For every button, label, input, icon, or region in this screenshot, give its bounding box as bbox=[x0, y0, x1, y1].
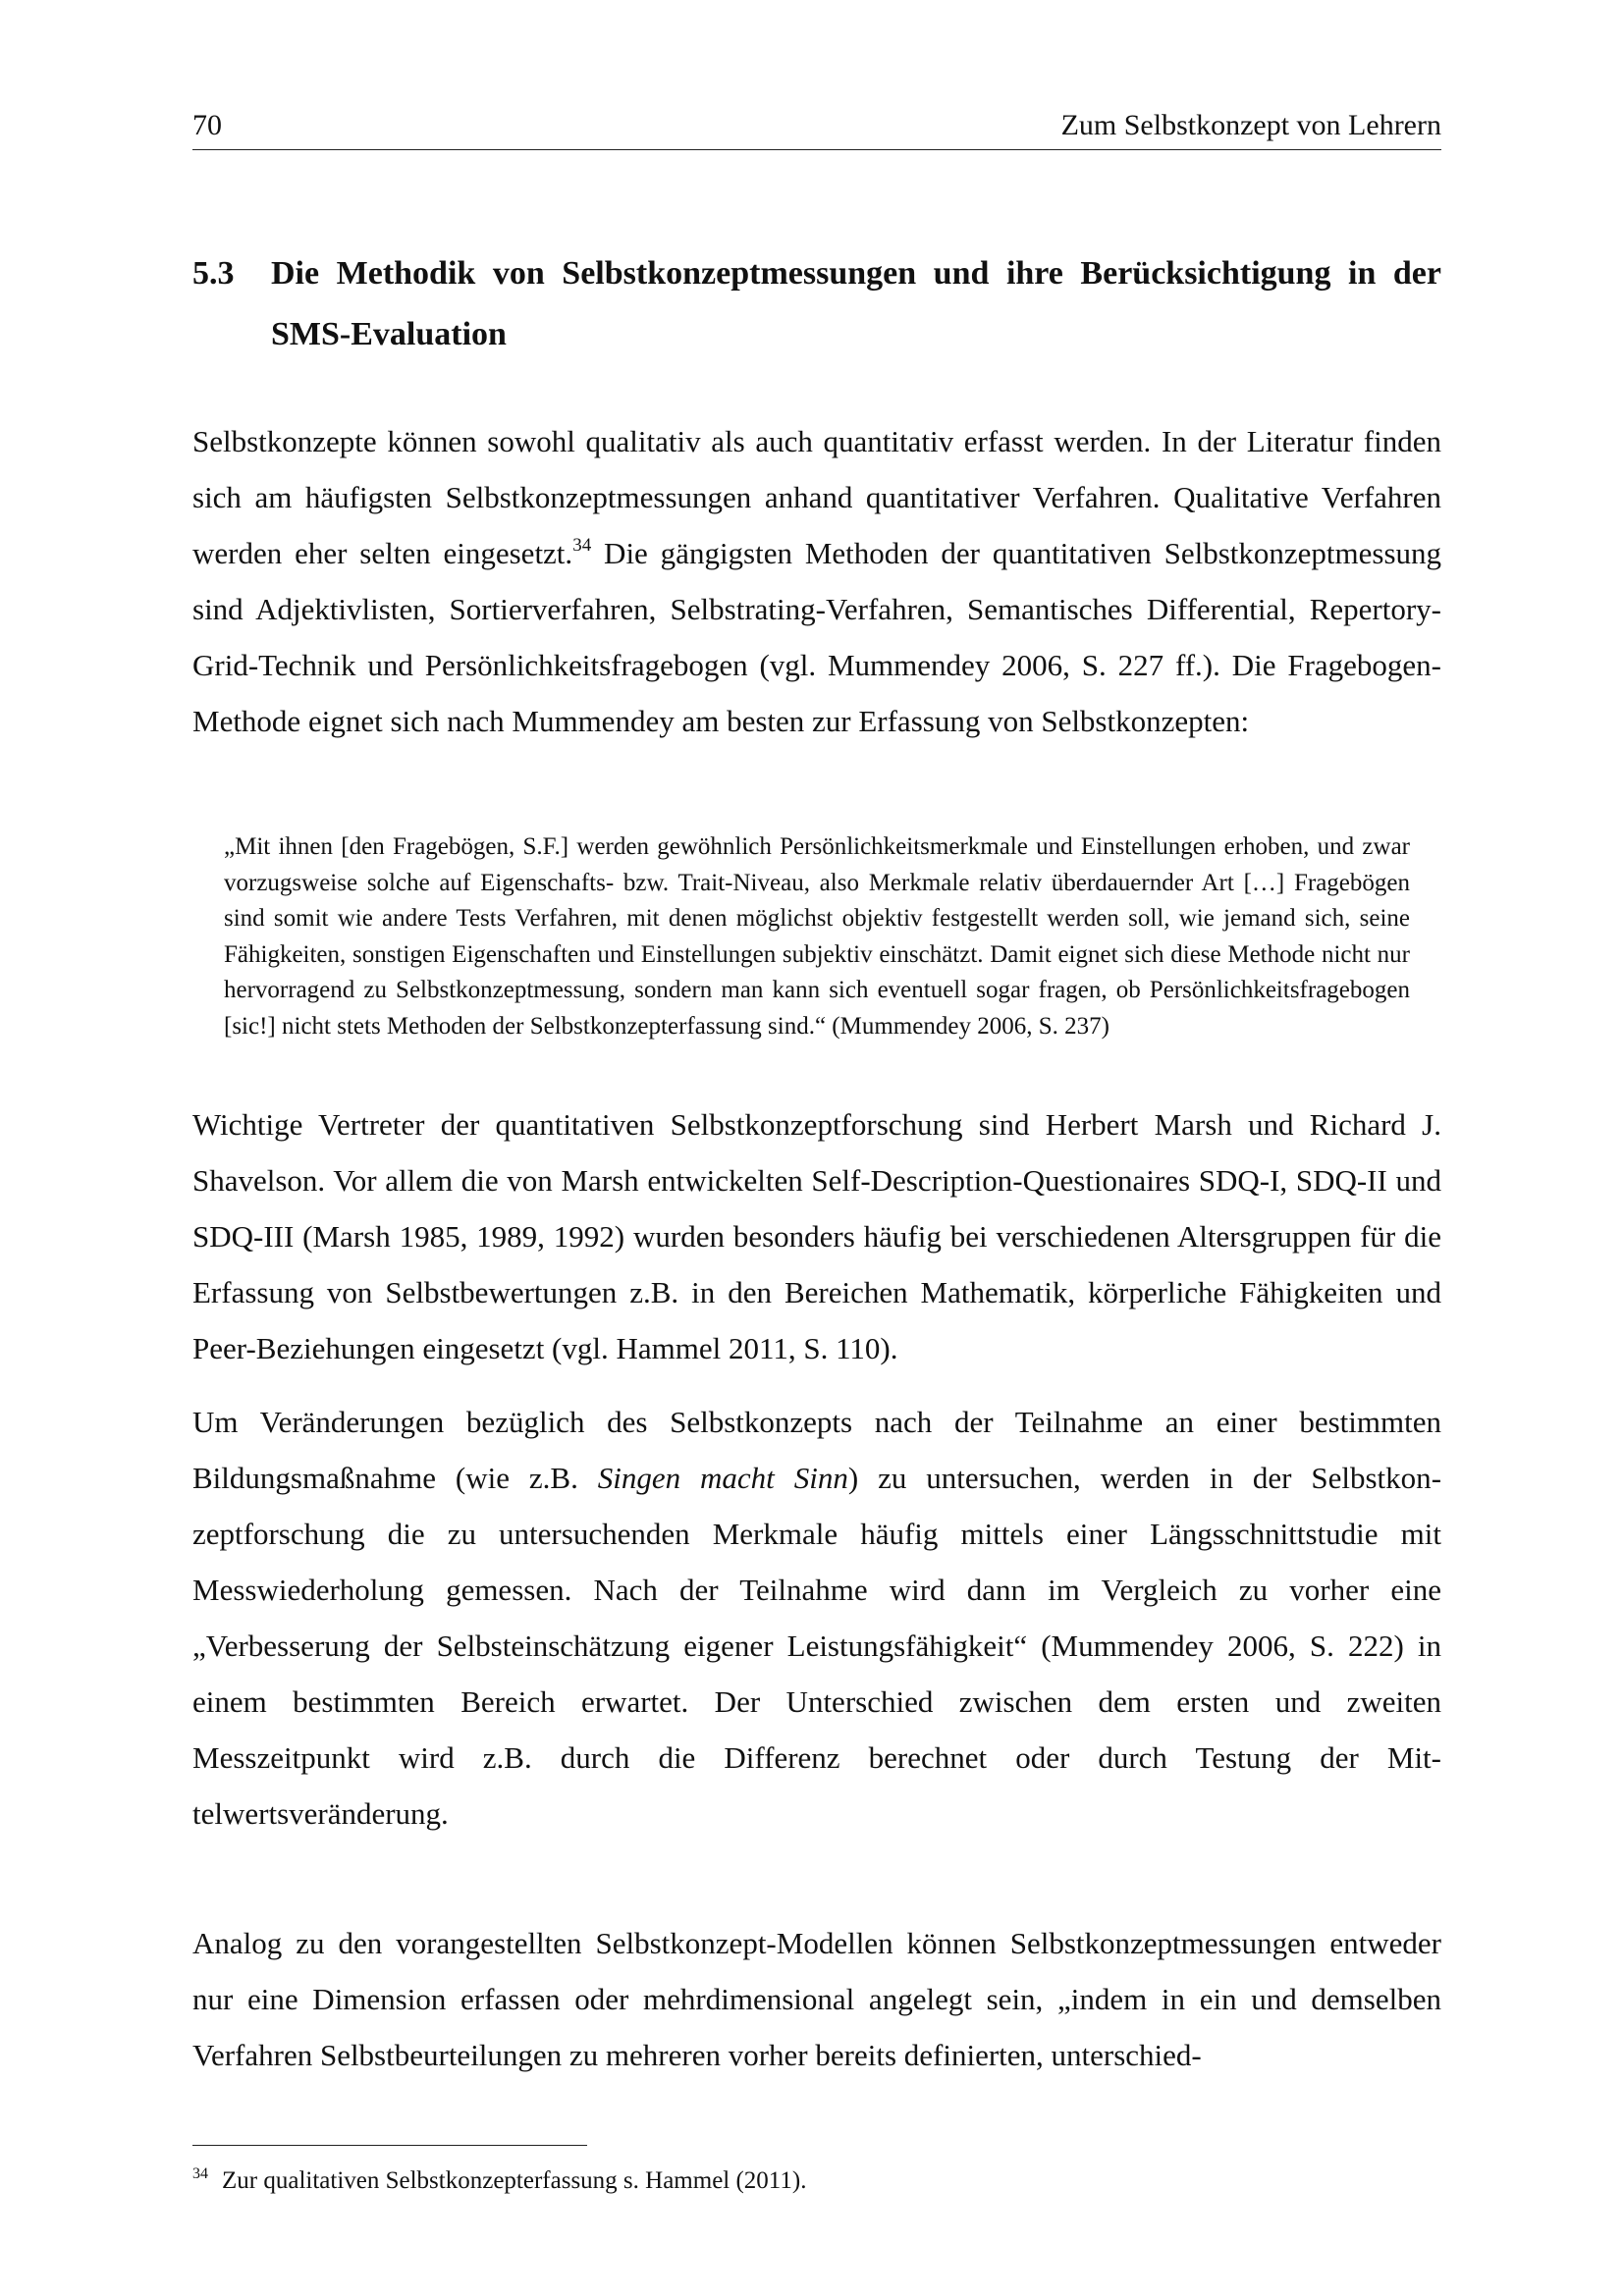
section-number: 5.3 bbox=[192, 255, 235, 292]
document-page bbox=[192, 0, 1441, 2296]
running-title: Zum Selbstkonzept von Lehrern bbox=[1060, 109, 1441, 141]
section-heading bbox=[192, 243, 1441, 365]
block-quote: „Mit ihnen [den Fragebögen, S.F.] werden gewöhnlich Persönlichkeitsmerkmale und Einstellungen erhoben, und zwar vorzugsweise solche auf Eigenschafts- bzw. Trait-Niveau, also Merkmale relativ überdauernder Art […] Fragebögen sind somit wie andere Tests Verfahren, mit denen möglichst objektiv festgestellt werden soll, wie jemand sich, seine Fähigkeiten, sonstigen Eigenschaften und Einstellungen subjektiv einschätzt. Damit eignet sich diese Methode nicht nur hervorragend zu Selbstkonzeptmessung, sondern man kann sich eventuell sogar fragen, ob Persönlichkeitsfragebogen [sic!] nicht stets Methoden der Selbstkonzepterfassung sind.“ (Mummendey 2006, S. 237) bbox=[224, 833, 1410, 1040]
project-title-italic: Singen macht Sinn bbox=[597, 1461, 848, 1495]
paragraph-text: Die gängigsten Methoden der quantitativen Selbstkonzeptmessung sind Adjektivlisten, Sortierverfahren, Selbstrating-Verfahren, Semantisches Differential, Repertory-Grid-Technik und Persönlichkeitsfragebogen (vgl. Mummendey 2006, S. 227 ff.). Die Fragebogen-Methode eignet sich nach Mummendey am besten zur Erfassung von Selbstkonzepten: bbox=[192, 536, 1442, 738]
paragraph-dimensions: Analog zu den vorangestellten Selbstkonzept-Modellen können Selbstkonzeptmessungen entweder nur eine Dimension erfassen oder mehrdimensional angelegt sein, „indem in ein und demselben Verfahren Selbstbeurteilungen zu mehreren vorher bereits definierten, unterschied- bbox=[192, 1926, 1441, 2072]
page-number: 70 bbox=[192, 109, 222, 141]
section-title: Die Methodik von Selbstkonzeptmessungen und ihre Berücksichtigung in der SMS-Evaluation bbox=[271, 255, 1441, 352]
paragraph-methods-overview bbox=[192, 413, 1441, 749]
paragraph-marsh-shavelson: Wichtige Vertreter der quantitativen Selbstkonzeptforschung sind Herbert Marsh und Richard J. Shavelson. Vor allem die von Marsh entwickelten Self-Description-Questionaires SDQ-I, SDQ-II und SDQ-III (Marsh 1985, 1989, 1992) wurden besonders häufig bei verschiedenen Altersgruppen für die Erfassung von Selbstbewertungen z.B. in den Bereichen Mathematik, körperliche Fähigkeiten und Peer-Beziehungen eingesetzt (vgl. Hammel 2011, S. 110). bbox=[192, 1107, 1441, 1365]
footnote-text: Zur qualitativen Selbstkonzepterfassung s. Hammel (2011). bbox=[222, 2167, 807, 2194]
footnote-divider bbox=[192, 2145, 587, 2146]
paragraph-longitudinal-study bbox=[192, 1394, 1441, 1842]
paragraph-text: Selbstkonzepte können sowohl qualitativ als auch quantitativ erfasst werden. In der Literatur finden sich am häufigsten Selbstkonzeptmessungen anhand quantitativer Verfahren. Qualitative Verfahren werden eher selten eingesetzt. bbox=[192, 424, 1441, 570]
footnote-number: 34 bbox=[192, 2165, 208, 2182]
footnote-reference[interactable]: 34 bbox=[572, 535, 592, 556]
paragraph-text: Um Veränderungen bezüglich des Selbstkonzepts nach der Teilnahme an einer bestimmten Bildungsmaßnahme (wie z.B. bbox=[192, 1405, 1441, 1495]
footnote bbox=[192, 2164, 1441, 2198]
paragraph-text: ) zu untersuchen, werden in der Selbstkonzeptforschung die zu untersuchenden Merkmale häufig mittels einer Längsschnittstudie mit Messwiederholung gemessen. Nach der Teilnahme wird dann im Vergleich zu vorher eine „Verbesserung der Selbsteinschätzung eigener Leistungsfähigkeit“ (Mummendey 2006, S. 222) in einem bestimmten Bereich erwartet. Der Unterschied zwischen dem ersten und zweiten Messzeitpunkt wird z.B. durch die Differenz berechnet oder durch Testung der Mittelwertsveränderung. bbox=[192, 1461, 1442, 1831]
running-header bbox=[192, 106, 1441, 150]
